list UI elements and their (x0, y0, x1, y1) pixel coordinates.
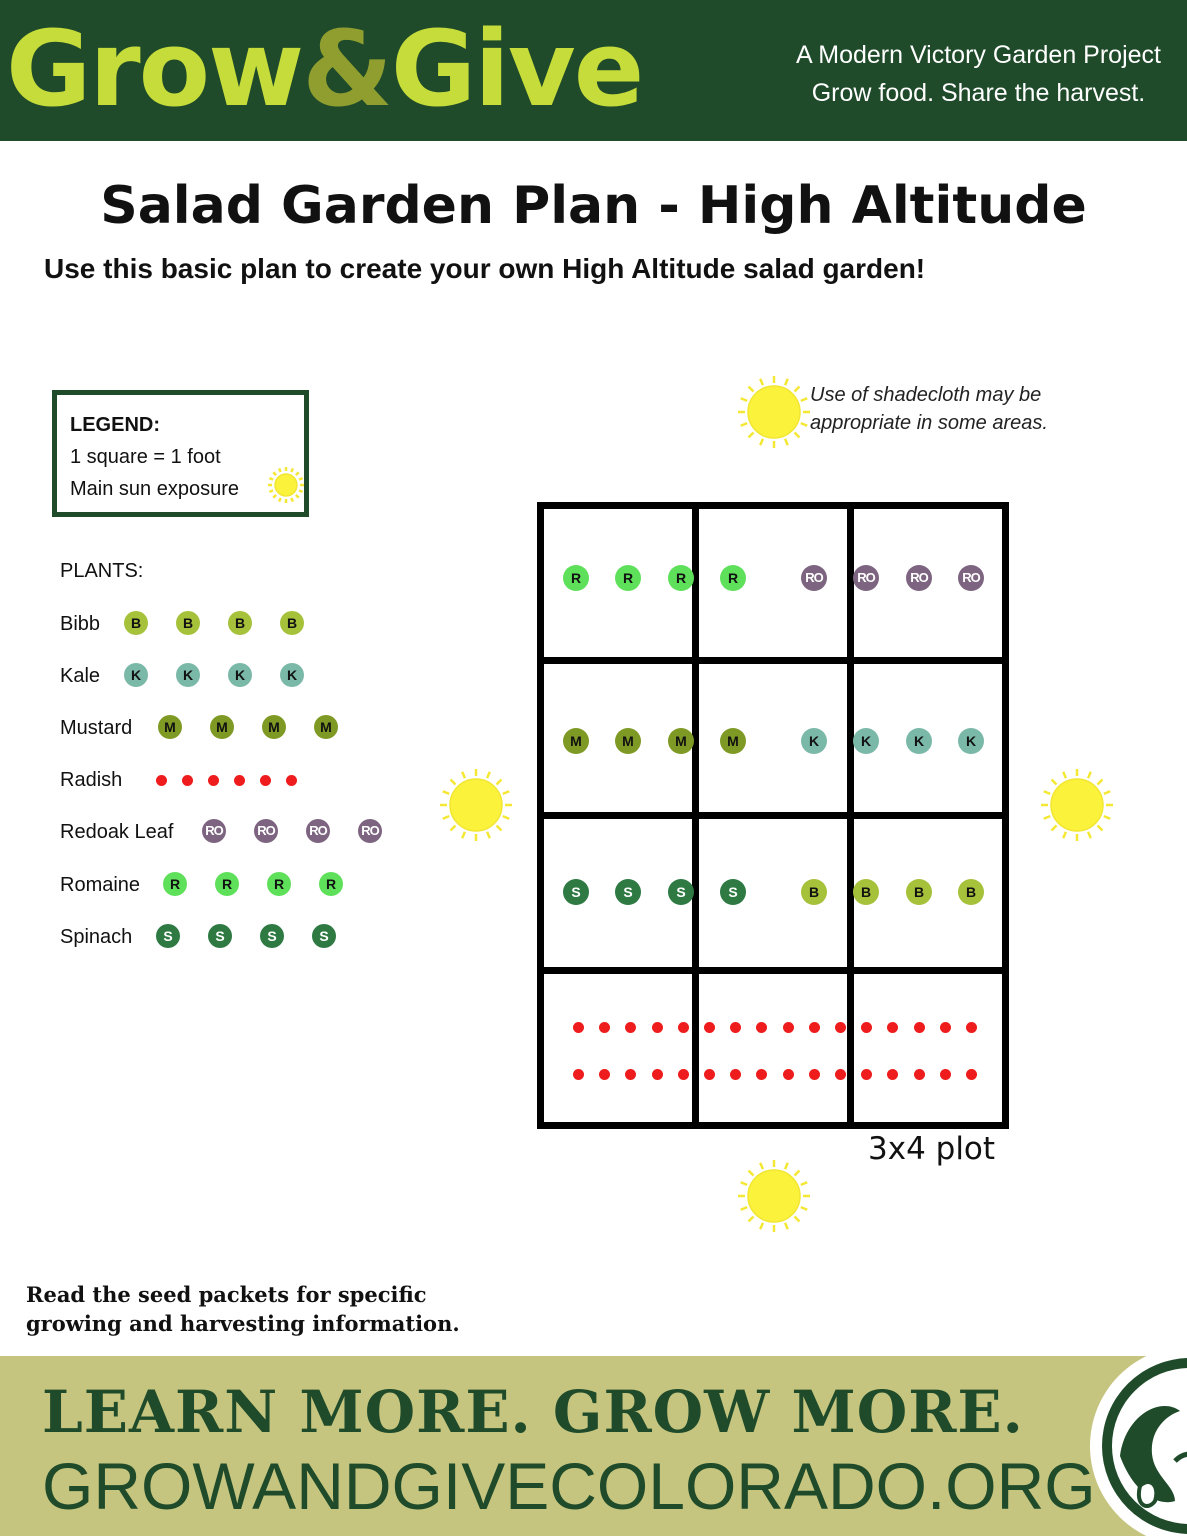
plant-marker: S (668, 879, 694, 905)
radish-marker (208, 775, 219, 786)
radish-marker (940, 1022, 951, 1033)
legend-box (52, 390, 309, 517)
plant-marker: M (158, 715, 182, 739)
plant-marker: RO (958, 565, 984, 591)
legend-heading: LEGEND: (70, 414, 160, 436)
grid-line (537, 812, 1009, 819)
radish-marker (914, 1069, 925, 1080)
seed-packet-note (26, 1280, 460, 1338)
radish-marker (914, 1022, 925, 1033)
legend-scale: 1 square = 1 foot (70, 446, 221, 468)
csu-ram-logo-icon (1080, 1356, 1187, 1536)
plant-marker: S (615, 879, 641, 905)
plant-marker: B (801, 879, 827, 905)
radish-marker (704, 1022, 715, 1033)
grid-line (537, 1122, 1009, 1129)
plant-marker: M (720, 728, 746, 754)
plant-marker: RO (306, 819, 330, 843)
plant-marker: M (210, 715, 234, 739)
radish-marker (809, 1022, 820, 1033)
plant-marker: B (176, 611, 200, 635)
plant-marker: K (228, 663, 252, 687)
sun-icon (438, 767, 514, 843)
radish-marker (678, 1022, 689, 1033)
plant-marker: RO (906, 565, 932, 591)
radish-marker (678, 1069, 689, 1080)
plant-marker: K (280, 663, 304, 687)
radish-marker (260, 775, 271, 786)
radish-marker (861, 1022, 872, 1033)
sun-icon (736, 374, 812, 450)
plot-size-label: 3x4 plot (868, 1131, 996, 1167)
plant-marker: M (262, 715, 286, 739)
shadecloth-note-line1: Use of shadecloth may be (810, 384, 1042, 406)
radish-marker (966, 1069, 977, 1080)
radish-marker (756, 1022, 767, 1033)
plant-marker: RO (202, 819, 226, 843)
radish-marker (573, 1022, 584, 1033)
radish-marker (783, 1069, 794, 1080)
radish-marker (783, 1022, 794, 1033)
grid-line (537, 657, 1009, 664)
radish-marker (940, 1069, 951, 1080)
plant-marker: M (615, 728, 641, 754)
plant-marker: RO (254, 819, 278, 843)
radish-marker (861, 1069, 872, 1080)
radish-marker (599, 1069, 610, 1080)
radish-marker (182, 775, 193, 786)
radish-marker (809, 1069, 820, 1080)
plant-marker: B (124, 611, 148, 635)
footer-website-link[interactable]: GROWANDGIVECOLORADO.ORG (42, 1449, 1096, 1523)
radish-marker (652, 1022, 663, 1033)
plant-marker: S (156, 924, 180, 948)
garden-plot-grid (537, 502, 1009, 1129)
radish-marker (966, 1022, 977, 1033)
plant-marker: S (312, 924, 336, 948)
plant-name: Mustard (60, 717, 133, 739)
plant-marker: B (958, 879, 984, 905)
grid-line (537, 502, 1009, 509)
plant-marker: S (208, 924, 232, 948)
radish-marker (156, 775, 167, 786)
plant-marker: B (280, 611, 304, 635)
radish-marker (835, 1022, 846, 1033)
radish-marker (835, 1069, 846, 1080)
plant-marker: B (228, 611, 252, 635)
page-subtitle: Use this basic plan to create your own High Altitude salad garden! (44, 253, 926, 284)
plant-marker: K (801, 728, 827, 754)
plant-marker: K (176, 663, 200, 687)
plant-marker: R (267, 872, 291, 896)
shadecloth-note (810, 381, 1048, 437)
plant-marker: R (720, 565, 746, 591)
seed-note-line2: growing and harvesting information. (26, 1311, 460, 1336)
plant-marker: M (668, 728, 694, 754)
radish-marker (573, 1069, 584, 1080)
sun-icon (736, 1158, 812, 1234)
plant-marker: R (163, 872, 187, 896)
radish-marker (234, 775, 245, 786)
plant-marker: R (563, 565, 589, 591)
plant-marker: S (563, 879, 589, 905)
plant-marker: B (906, 879, 932, 905)
plant-marker: K (853, 728, 879, 754)
header-banner (0, 0, 1187, 141)
tagline (796, 36, 1161, 112)
plant-marker: R (615, 565, 641, 591)
plant-name: Kale (60, 665, 101, 687)
shadecloth-note-line2: appropriate in some areas. (810, 412, 1048, 434)
plant-name: Redoak Leaf (60, 821, 174, 843)
plant-marker: B (853, 879, 879, 905)
plant-marker: M (314, 715, 338, 739)
plant-marker: R (319, 872, 343, 896)
radish-marker (887, 1069, 898, 1080)
logo-wordmark: Grow&Give (6, 8, 643, 130)
plant-name: Romaine (60, 874, 141, 896)
footer-banner (0, 1356, 1187, 1536)
seed-note-line1: Read the seed packets for specific (26, 1282, 427, 1307)
grid-line (537, 967, 1009, 974)
plant-marker: R (668, 565, 694, 591)
footer-slogan: LEARN MORE. GROW MORE. (42, 1378, 1024, 1446)
page-title: Salad Garden Plan - High Altitude (100, 176, 1087, 236)
radish-marker (704, 1069, 715, 1080)
plant-marker: K (906, 728, 932, 754)
radish-marker (730, 1069, 741, 1080)
radish-marker (756, 1069, 767, 1080)
tagline-line2: Grow food. Share the harvest. (811, 79, 1146, 107)
plant-marker: S (720, 879, 746, 905)
plant-marker: RO (358, 819, 382, 843)
sun-icon (268, 467, 304, 503)
radish-marker (730, 1022, 741, 1033)
sun-icon (1039, 767, 1115, 843)
plant-marker: K (958, 728, 984, 754)
plant-marker: K (124, 663, 148, 687)
tagline-line1: A Modern Victory Garden Project (796, 41, 1161, 69)
radish-marker (625, 1022, 636, 1033)
radish-marker (652, 1069, 663, 1080)
plant-marker: M (563, 728, 589, 754)
plants-heading: PLANTS: (60, 560, 144, 582)
plant-marker: R (215, 872, 239, 896)
plant-name: Bibb (60, 613, 101, 635)
legend-sun-label: Main sun exposure (70, 478, 239, 500)
plant-marker: RO (801, 565, 827, 591)
radish-marker (625, 1069, 636, 1080)
plant-name: Radish (60, 769, 123, 791)
plant-marker: S (260, 924, 284, 948)
radish-marker (599, 1022, 610, 1033)
plant-marker: RO (853, 565, 879, 591)
radish-marker (887, 1022, 898, 1033)
plant-name: Spinach (60, 926, 133, 948)
radish-marker (286, 775, 297, 786)
